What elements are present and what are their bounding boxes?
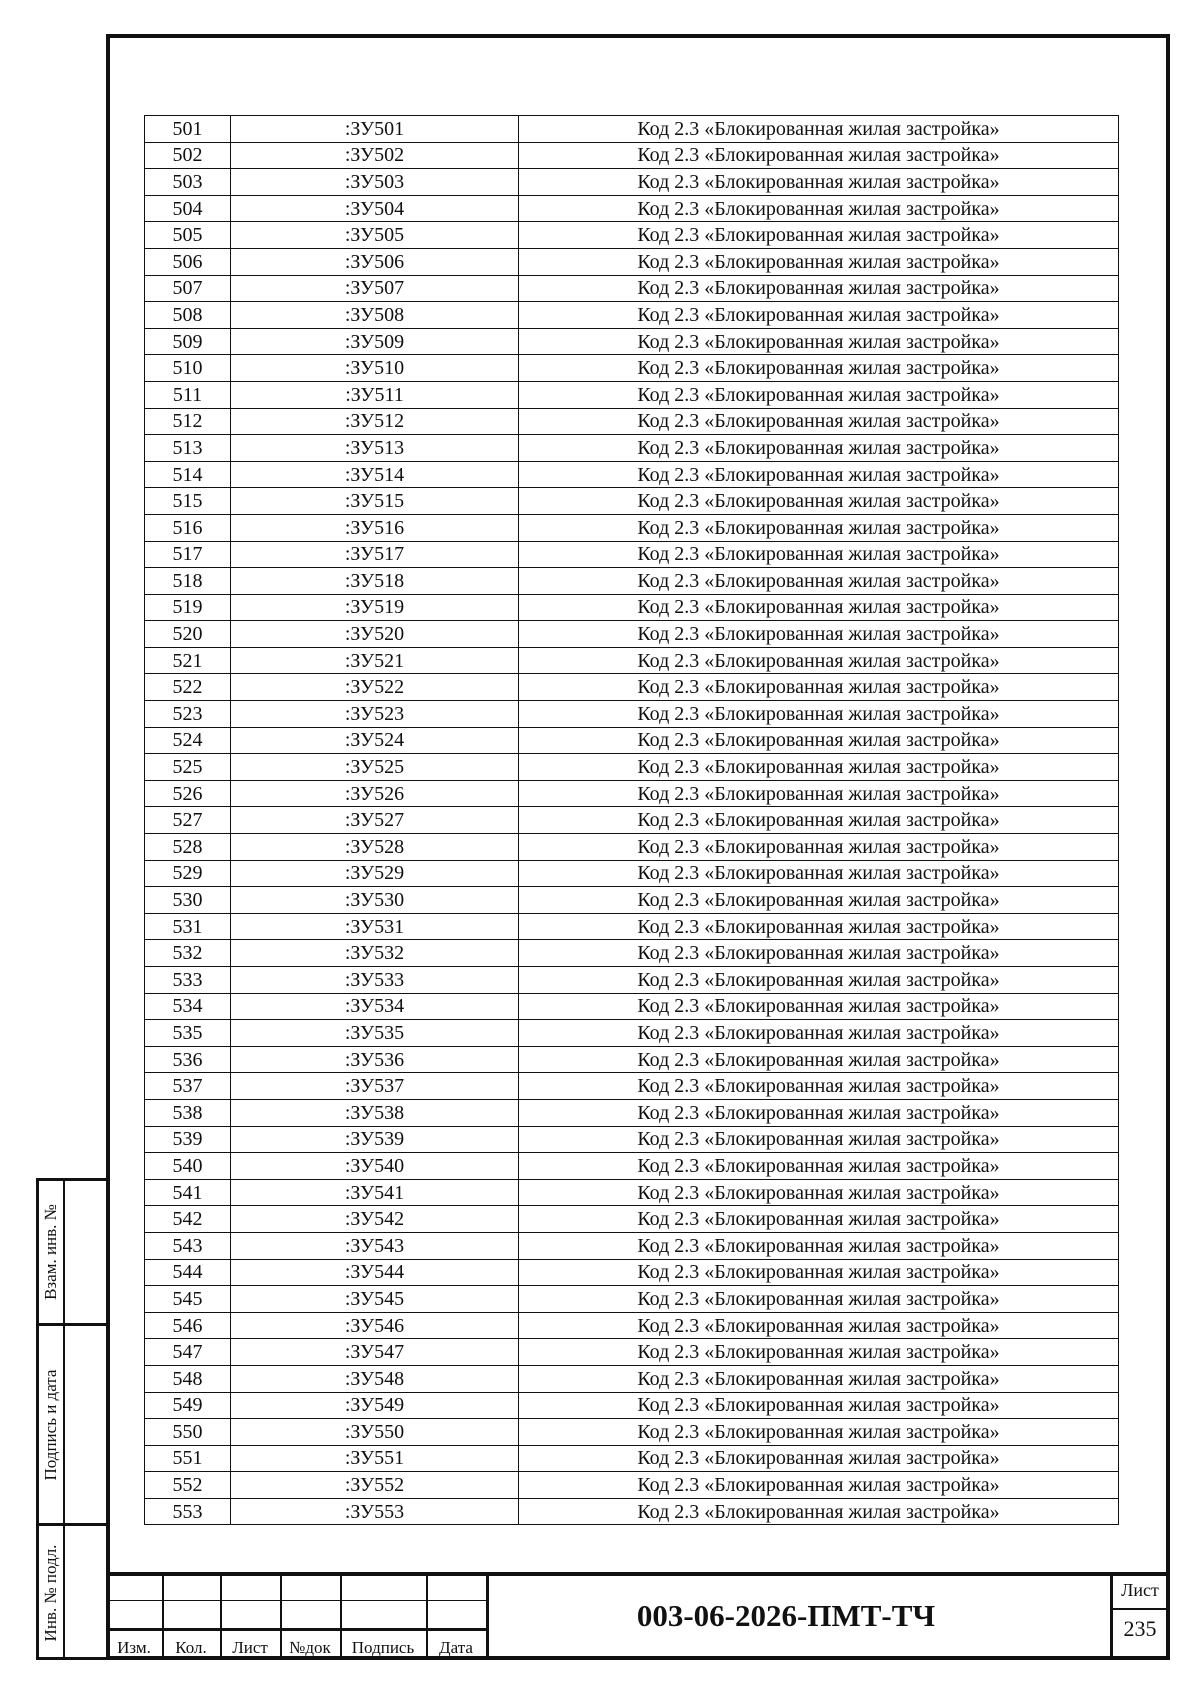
- plot-code-cell: :ЗУ542: [231, 1206, 519, 1233]
- table-row: [145, 1020, 1119, 1047]
- plot-code-cell: :ЗУ517: [231, 541, 519, 568]
- land-use-cell: Код 2.3 «Блокированная жилая застройка»: [519, 1498, 1119, 1525]
- table-row: [145, 727, 1119, 754]
- plot-code-cell: :ЗУ552: [231, 1472, 519, 1499]
- plot-code-cell: :ЗУ511: [231, 381, 519, 408]
- table-row: [145, 993, 1119, 1020]
- plot-code-cell: :ЗУ503: [231, 169, 519, 196]
- plot-code-cell: :ЗУ534: [231, 993, 519, 1020]
- plot-code-cell: :ЗУ529: [231, 860, 519, 887]
- land-use-cell: Код 2.3 «Блокированная жилая застройка»: [519, 1392, 1119, 1419]
- land-use-cell: Код 2.3 «Блокированная жилая застройка»: [519, 1312, 1119, 1339]
- table-row: [145, 1472, 1119, 1499]
- plot-code-cell: :ЗУ526: [231, 780, 519, 807]
- table-row: [145, 594, 1119, 621]
- row-number-cell: 525: [145, 754, 231, 781]
- plot-code-cell: :ЗУ519: [231, 594, 519, 621]
- row-number-cell: 529: [145, 860, 231, 887]
- table-row: [145, 461, 1119, 488]
- row-number-cell: 505: [145, 222, 231, 249]
- land-use-cell: Код 2.3 «Блокированная жилая застройка»: [519, 1232, 1119, 1259]
- table-row: [145, 381, 1119, 408]
- plot-code-cell: :ЗУ543: [231, 1232, 519, 1259]
- land-use-cell: Код 2.3 «Блокированная жилая застройка»: [519, 754, 1119, 781]
- row-number-cell: 508: [145, 302, 231, 329]
- plot-code-cell: :ЗУ535: [231, 1020, 519, 1047]
- land-use-cell: Код 2.3 «Блокированная жилая застройка»: [519, 169, 1119, 196]
- table-row: [145, 780, 1119, 807]
- table-row: [145, 1498, 1119, 1525]
- table-row: [145, 355, 1119, 382]
- land-use-cell: Код 2.3 «Блокированная жилая застройка»: [519, 1073, 1119, 1100]
- land-use-cell: Код 2.3 «Блокированная жилая застройка»: [519, 621, 1119, 648]
- land-use-cell: Код 2.3 «Блокированная жилая застройка»: [519, 408, 1119, 435]
- table-row: [145, 302, 1119, 329]
- plot-code-cell: :ЗУ536: [231, 1046, 519, 1073]
- row-number-cell: 524: [145, 727, 231, 754]
- row-number-cell: 535: [145, 1020, 231, 1047]
- table-row: [145, 1206, 1119, 1233]
- land-use-cell: Код 2.3 «Блокированная жилая застройка»: [519, 568, 1119, 595]
- land-use-cell: Код 2.3 «Блокированная жилая застройка»: [519, 1445, 1119, 1472]
- plot-code-cell: :ЗУ509: [231, 328, 519, 355]
- land-use-cell: Код 2.3 «Блокированная жилая застройка»: [519, 1259, 1119, 1286]
- row-number-cell: 552: [145, 1472, 231, 1499]
- land-use-cell: Код 2.3 «Блокированная жилая застройка»: [519, 248, 1119, 275]
- plot-code-cell: :ЗУ524: [231, 727, 519, 754]
- land-use-cell: Код 2.3 «Блокированная жилая застройка»: [519, 1046, 1119, 1073]
- plot-code-cell: :ЗУ538: [231, 1099, 519, 1126]
- land-use-cell: Код 2.3 «Блокированная жилая застройка»: [519, 1472, 1119, 1499]
- row-number-cell: 515: [145, 488, 231, 515]
- plot-code-cell: :ЗУ532: [231, 940, 519, 967]
- row-number-cell: 547: [145, 1339, 231, 1366]
- stamp-label-docno: №док: [289, 1638, 331, 1657]
- land-use-cell: Код 2.3 «Блокированная жилая застройка»: [519, 1419, 1119, 1446]
- land-use-cell: Код 2.3 «Блокированная жилая застройка»: [519, 328, 1119, 355]
- plot-code-cell: :ЗУ544: [231, 1259, 519, 1286]
- plot-code-cell: :ЗУ533: [231, 967, 519, 994]
- row-number-cell: 550: [145, 1419, 231, 1446]
- land-use-cell: Код 2.3 «Блокированная жилая застройка»: [519, 435, 1119, 462]
- plot-code-cell: :ЗУ512: [231, 408, 519, 435]
- row-number-cell: 532: [145, 940, 231, 967]
- land-use-cell: Код 2.3 «Блокированная жилая застройка»: [519, 488, 1119, 515]
- plot-code-cell: :ЗУ520: [231, 621, 519, 648]
- row-number-cell: 514: [145, 461, 231, 488]
- land-use-cell: Код 2.3 «Блокированная жилая застройка»: [519, 594, 1119, 621]
- table-row: [145, 834, 1119, 861]
- land-use-cell: Код 2.3 «Блокированная жилая застройка»: [519, 222, 1119, 249]
- table-row: [145, 1232, 1119, 1259]
- land-use-cell: Код 2.3 «Блокированная жилая застройка»: [519, 461, 1119, 488]
- stamp-label-qty: Кол.: [175, 1638, 207, 1657]
- row-number-cell: 540: [145, 1153, 231, 1180]
- table-row: [145, 1153, 1119, 1180]
- plot-code-cell: :ЗУ501: [231, 116, 519, 143]
- land-use-cell: Код 2.3 «Блокированная жилая застройка»: [519, 381, 1119, 408]
- side-cell-inv-orig: [39, 1526, 109, 1660]
- land-use-cell: Код 2.3 «Блокированная жилая застройка»: [519, 355, 1119, 382]
- plot-code-cell: :ЗУ553: [231, 1498, 519, 1525]
- plot-code-cell: :ЗУ531: [231, 913, 519, 940]
- row-number-cell: 520: [145, 621, 231, 648]
- table-row: [145, 701, 1119, 728]
- land-use-cell: Код 2.3 «Блокированная жилая застройка»: [519, 116, 1119, 143]
- stamp-label-date: Дата: [439, 1638, 473, 1657]
- plot-code-cell: :ЗУ550: [231, 1419, 519, 1446]
- row-number-cell: 507: [145, 275, 231, 302]
- land-use-cell: Код 2.3 «Блокированная жилая застройка»: [519, 1020, 1119, 1047]
- plot-code-cell: :ЗУ545: [231, 1286, 519, 1313]
- table-row: [145, 1179, 1119, 1206]
- land-use-cell: Код 2.3 «Блокированная жилая застройка»: [519, 834, 1119, 861]
- table-row: [145, 1392, 1119, 1419]
- row-number-cell: 503: [145, 169, 231, 196]
- table-row: [145, 142, 1119, 169]
- row-number-cell: 551: [145, 1445, 231, 1472]
- row-number-cell: 543: [145, 1232, 231, 1259]
- row-number-cell: 521: [145, 647, 231, 674]
- land-use-cell: Код 2.3 «Блокированная жилая застройка»: [519, 887, 1119, 914]
- row-number-cell: 544: [145, 1259, 231, 1286]
- plot-code-cell: :ЗУ508: [231, 302, 519, 329]
- land-use-cell: Код 2.3 «Блокированная жилая застройка»: [519, 727, 1119, 754]
- plot-code-cell: :ЗУ549: [231, 1392, 519, 1419]
- table-row: [145, 248, 1119, 275]
- stamp-label-signature: Подпись: [351, 1638, 415, 1657]
- row-number-cell: 506: [145, 248, 231, 275]
- land-use-cell: Код 2.3 «Блокированная жилая застройка»: [519, 913, 1119, 940]
- document-number: 003-06-2026-ПМТ-ТЧ: [636, 1598, 936, 1633]
- table-row: [145, 568, 1119, 595]
- row-number-cell: 545: [145, 1286, 231, 1313]
- sheet-number: 235: [1123, 1616, 1157, 1641]
- table-row: [145, 647, 1119, 674]
- row-number-cell: 522: [145, 674, 231, 701]
- table-row: [145, 514, 1119, 541]
- table-row: [145, 116, 1119, 143]
- table-row: [145, 1445, 1119, 1472]
- row-number-cell: 517: [145, 541, 231, 568]
- row-number-cell: 527: [145, 807, 231, 834]
- row-number-cell: 539: [145, 1126, 231, 1153]
- table-row: [145, 807, 1119, 834]
- table-row: [145, 408, 1119, 435]
- land-use-cell: Код 2.3 «Блокированная жилая застройка»: [519, 1206, 1119, 1233]
- plot-code-cell: :ЗУ510: [231, 355, 519, 382]
- plot-code-cell: :ЗУ527: [231, 807, 519, 834]
- land-use-cell: Код 2.3 «Блокированная жилая застройка»: [519, 993, 1119, 1020]
- plot-code-cell: :ЗУ537: [231, 1073, 519, 1100]
- row-number-cell: 531: [145, 913, 231, 940]
- stamp-label-change: Изм.: [117, 1638, 151, 1657]
- row-number-cell: 534: [145, 993, 231, 1020]
- table-row: [145, 860, 1119, 887]
- land-plot-table: [144, 115, 1119, 1525]
- row-number-cell: 502: [145, 142, 231, 169]
- row-number-cell: 513: [145, 435, 231, 462]
- plot-code-cell: :ЗУ505: [231, 222, 519, 249]
- plot-code-cell: :ЗУ521: [231, 647, 519, 674]
- land-use-cell: Код 2.3 «Блокированная жилая застройка»: [519, 647, 1119, 674]
- table-row: [145, 1419, 1119, 1446]
- table-row: [145, 913, 1119, 940]
- table-row: [145, 169, 1119, 196]
- plot-code-cell: :ЗУ548: [231, 1365, 519, 1392]
- plot-code-cell: :ЗУ504: [231, 195, 519, 222]
- row-number-cell: 526: [145, 780, 231, 807]
- sheet-caption: Лист: [1121, 1580, 1159, 1600]
- row-number-cell: 510: [145, 355, 231, 382]
- table-row: [145, 328, 1119, 355]
- land-use-cell: Код 2.3 «Блокированная жилая застройка»: [519, 1126, 1119, 1153]
- row-number-cell: 537: [145, 1073, 231, 1100]
- row-number-cell: 533: [145, 967, 231, 994]
- plot-code-cell: :ЗУ523: [231, 701, 519, 728]
- row-number-cell: 549: [145, 1392, 231, 1419]
- table-row: [145, 1259, 1119, 1286]
- land-use-cell: Код 2.3 «Блокированная жилая застройка»: [519, 967, 1119, 994]
- plot-code-cell: :ЗУ515: [231, 488, 519, 515]
- land-use-cell: Код 2.3 «Блокированная жилая застройка»: [519, 514, 1119, 541]
- plot-code-cell: :ЗУ528: [231, 834, 519, 861]
- row-number-cell: 548: [145, 1365, 231, 1392]
- plot-code-cell: :ЗУ502: [231, 142, 519, 169]
- plot-code-cell: :ЗУ525: [231, 754, 519, 781]
- table-row: [145, 275, 1119, 302]
- plot-code-cell: :ЗУ513: [231, 435, 519, 462]
- plot-code-cell: :ЗУ541: [231, 1179, 519, 1206]
- side-stamp: [36, 1178, 106, 1660]
- plot-code-cell: :ЗУ546: [231, 1312, 519, 1339]
- land-use-cell: Код 2.3 «Блокированная жилая застройка»: [519, 807, 1119, 834]
- row-number-cell: 519: [145, 594, 231, 621]
- land-use-cell: Код 2.3 «Блокированная жилая застройка»: [519, 142, 1119, 169]
- row-number-cell: 553: [145, 1498, 231, 1525]
- table-row: [145, 488, 1119, 515]
- land-use-cell: Код 2.3 «Блокированная жилая застройка»: [519, 940, 1119, 967]
- plot-code-cell: :ЗУ518: [231, 568, 519, 595]
- row-number-cell: 530: [145, 887, 231, 914]
- table-row: [145, 435, 1119, 462]
- table-row: [145, 195, 1119, 222]
- land-use-cell: Код 2.3 «Блокированная жилая застройка»: [519, 541, 1119, 568]
- table-row: [145, 1312, 1119, 1339]
- plot-code-cell: :ЗУ547: [231, 1339, 519, 1366]
- row-number-cell: 546: [145, 1312, 231, 1339]
- plot-code-cell: :ЗУ539: [231, 1126, 519, 1153]
- table-row: [145, 1046, 1119, 1073]
- table-row: [145, 222, 1119, 249]
- land-use-cell: Код 2.3 «Блокированная жилая застройка»: [519, 674, 1119, 701]
- row-number-cell: 509: [145, 328, 231, 355]
- table-row: [145, 674, 1119, 701]
- plot-code-cell: :ЗУ516: [231, 514, 519, 541]
- land-use-cell: Код 2.3 «Блокированная жилая застройка»: [519, 860, 1119, 887]
- plot-code-cell: :ЗУ522: [231, 674, 519, 701]
- row-number-cell: 516: [145, 514, 231, 541]
- plot-code-cell: :ЗУ530: [231, 887, 519, 914]
- table-row: [145, 940, 1119, 967]
- land-use-cell: Код 2.3 «Блокированная жилая застройка»: [519, 701, 1119, 728]
- row-number-cell: 504: [145, 195, 231, 222]
- side-label-sign-date: Подпись и дата: [41, 1369, 60, 1480]
- table-row: [145, 1099, 1119, 1126]
- plot-code-cell: :ЗУ540: [231, 1153, 519, 1180]
- plot-code-cell: :ЗУ514: [231, 461, 519, 488]
- row-number-cell: 538: [145, 1099, 231, 1126]
- table-row: [145, 1339, 1119, 1366]
- land-use-cell: Код 2.3 «Блокированная жилая застройка»: [519, 1365, 1119, 1392]
- table-row: [145, 541, 1119, 568]
- row-number-cell: 541: [145, 1179, 231, 1206]
- row-number-cell: 523: [145, 701, 231, 728]
- land-use-cell: Код 2.3 «Блокированная жилая застройка»: [519, 275, 1119, 302]
- table-row: [145, 1073, 1119, 1100]
- row-number-cell: 536: [145, 1046, 231, 1073]
- table-row: [145, 887, 1119, 914]
- row-number-cell: 528: [145, 834, 231, 861]
- stamp-label-sheet: Лист: [232, 1638, 268, 1657]
- table-row: [145, 621, 1119, 648]
- table-row: [145, 967, 1119, 994]
- land-use-cell: Код 2.3 «Блокированная жилая застройка»: [519, 1179, 1119, 1206]
- land-plot-table-body: [145, 116, 1119, 1525]
- side-label-inv-replace: Взам. инв. №: [41, 1204, 60, 1300]
- side-label-inv-orig: Инв. № подл.: [41, 1544, 60, 1642]
- plot-code-cell: :ЗУ506: [231, 248, 519, 275]
- table-row: [145, 754, 1119, 781]
- land-use-cell: Код 2.3 «Блокированная жилая застройка»: [519, 780, 1119, 807]
- row-number-cell: 518: [145, 568, 231, 595]
- row-number-cell: 542: [145, 1206, 231, 1233]
- land-use-cell: Код 2.3 «Блокированная жилая застройка»: [519, 1153, 1119, 1180]
- plot-code-cell: :ЗУ507: [231, 275, 519, 302]
- land-use-cell: Код 2.3 «Блокированная жилая застройка»: [519, 195, 1119, 222]
- table-row: [145, 1365, 1119, 1392]
- row-number-cell: 512: [145, 408, 231, 435]
- side-cell-sign-date: [39, 1326, 109, 1526]
- row-number-cell: 511: [145, 381, 231, 408]
- land-use-cell: Код 2.3 «Блокированная жилая застройка»: [519, 1339, 1119, 1366]
- land-use-cell: Код 2.3 «Блокированная жилая застройка»: [519, 302, 1119, 329]
- land-use-cell: Код 2.3 «Блокированная жилая застройка»: [519, 1099, 1119, 1126]
- title-block: [106, 1572, 1170, 1660]
- row-number-cell: 501: [145, 116, 231, 143]
- table-row: [145, 1126, 1119, 1153]
- land-use-cell: Код 2.3 «Блокированная жилая застройка»: [519, 1286, 1119, 1313]
- table-row: [145, 1286, 1119, 1313]
- side-cell-inv-replace: [39, 1181, 109, 1326]
- plot-code-cell: :ЗУ551: [231, 1445, 519, 1472]
